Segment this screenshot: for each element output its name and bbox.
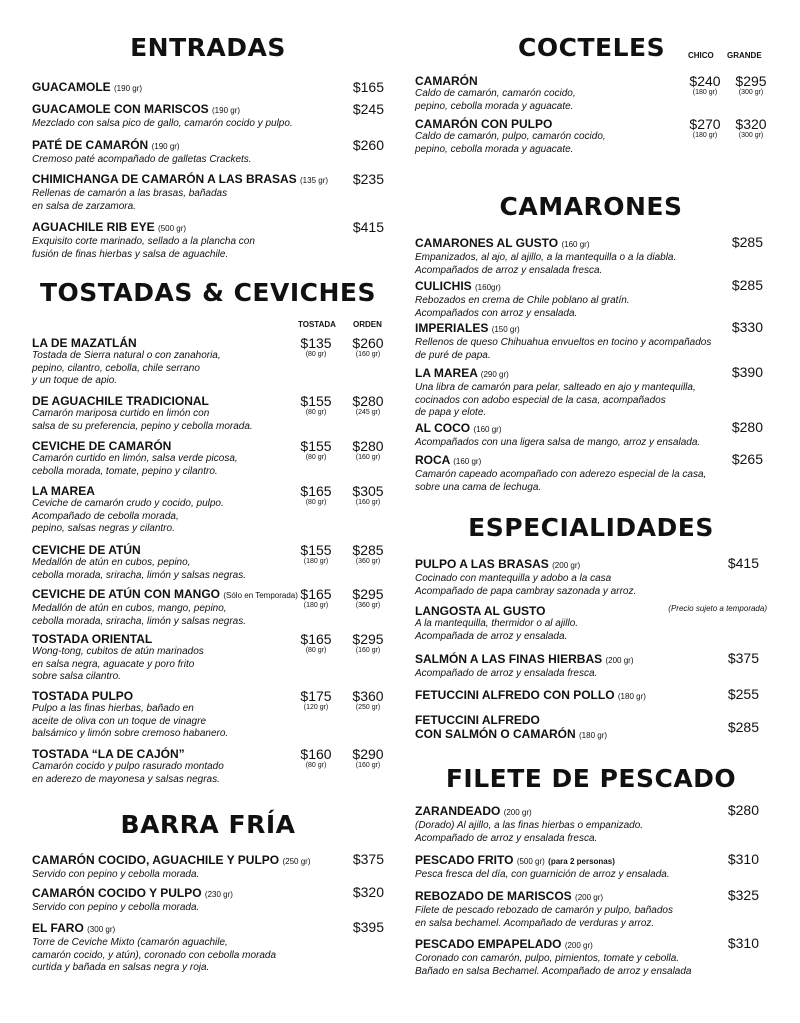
item-description: sobre salsa cilantro. — [32, 671, 121, 682]
item-description: Caldo de camarón, camarón cocido, — [415, 88, 576, 99]
price-weight: (80 gr) — [305, 647, 327, 654]
price-weight: (160 gr) — [355, 647, 381, 654]
item-name-text: SALMÓN A LAS FINAS HIERBAS — [415, 652, 603, 666]
menu-item — [415, 74, 767, 113]
price-weight: (360 gr) — [355, 558, 381, 565]
price-large — [729, 74, 773, 97]
item-weight: (230 gr) — [204, 890, 233, 899]
price-value: $295 — [352, 631, 384, 647]
item-description: sobre una cama de lechuga. — [415, 481, 542, 493]
item-name-text: CULICHIS — [415, 279, 472, 293]
item-weight: (160 gr) — [473, 425, 502, 434]
price-weight: (80 gr) — [305, 409, 327, 416]
price-value: $305 — [352, 483, 384, 499]
item-name-text: CEVICHE DE ATÚN CON MANGO — [32, 587, 221, 601]
price-weight: (160 gr) — [355, 499, 381, 506]
item-price: $330 — [731, 319, 763, 335]
item-price: $390 — [731, 364, 763, 380]
price-large — [346, 394, 390, 417]
item-description: (Dorado) Al ajillo, a las finas hierbas o empanizado. — [415, 820, 644, 831]
price-small — [294, 543, 338, 566]
price-weight: (80 gr) — [305, 454, 327, 461]
section-title-barra-fria: BARRA FRÍA — [120, 810, 296, 839]
item-price: $260 — [352, 137, 384, 153]
item-description: Empanizados, al ajo, al ajillo, a la mantequilla o a la diabla. — [415, 252, 677, 263]
item-description: Medallón de atún en cubos, pepino, — [32, 557, 191, 568]
price-small — [294, 632, 338, 655]
item-name-text: CON SALMÓN O CAMARÓN — [415, 727, 576, 741]
menu-item — [32, 336, 384, 388]
price-value: $155 — [300, 438, 332, 454]
item-name-text: TOSTADA ORIENTAL — [32, 632, 153, 646]
price-value: $320 — [735, 116, 767, 132]
item-name — [415, 557, 767, 573]
price-value: $135 — [300, 335, 332, 351]
item-description: cebolla morada, sriracha, limón y salsas negras. — [32, 615, 246, 627]
menu-item — [415, 279, 767, 320]
section-title-tostadas: TOSTADAS & CEVICHES — [39, 278, 376, 307]
item-description: Una libra de camarón para pelar, salteado en ajo y mantequilla, — [415, 382, 696, 393]
item-description: Acompañados con una ligera salsa de mango, arroz y ensalada. — [415, 437, 701, 448]
item-price: $395 — [352, 919, 384, 935]
price-weight: (160 gr) — [355, 351, 381, 358]
menu-item: CHIMICHANGA DE CAMARÓN A LAS BRASAS (135 gr) Rellenas de camarón a las brasas, bañadas en salsa de zarzamora. $235 — [32, 171, 384, 212]
price-small — [294, 439, 338, 462]
price-small — [294, 336, 338, 359]
item-weight: (200 gr) — [564, 941, 593, 950]
item-description: Acompañados de arroz y ensalada fresca. — [415, 264, 603, 276]
item-name — [415, 421, 767, 437]
menu-item — [32, 632, 384, 684]
price-large — [729, 117, 773, 140]
item-weight: (200 gr) — [575, 893, 604, 902]
item-name-text: REBOZADO DE MARISCOS — [415, 889, 572, 903]
item-name — [415, 937, 767, 953]
price-small — [294, 587, 338, 610]
price-value: $155 — [300, 542, 332, 558]
item-name-text: ZARANDEADO — [415, 804, 501, 818]
item-description: Camarón capeado acompañado con aderezo especial de la casa, — [415, 469, 707, 480]
item-description: Camarón mariposa curtido en limón con — [32, 408, 210, 419]
item-price: $265 — [731, 451, 763, 467]
price-weight: (80 gr) — [305, 351, 327, 358]
menu-item — [415, 236, 767, 277]
price-value: $165 — [300, 483, 332, 499]
item-name-text: TOSTADA “LA DE CAJÓN” — [32, 747, 185, 761]
item-description: pepino, cilantro, cebolla, chile serrano — [32, 362, 200, 374]
menu-item — [415, 804, 767, 845]
price-weight: (360 gr) — [355, 602, 381, 609]
item-description: Pesca fresca del día, con guarnición de arroz y ensalada. — [415, 869, 670, 880]
item-description: Coronado con camarón, pulpo, pimientos, tomate y cebolla. — [415, 953, 680, 964]
item-name — [415, 727, 767, 743]
menu-item — [415, 652, 767, 681]
column-header-chico: CHICO — [688, 51, 714, 60]
item-description: en salsa negra, aguacate y poro frito — [32, 658, 195, 670]
price-value: $260 — [352, 335, 384, 351]
item-name-text: FETUCCINI ALFREDO — [415, 713, 540, 727]
item-description: Acompañada de arroz y ensalada. — [415, 630, 568, 642]
price-small — [683, 117, 727, 140]
item-name — [415, 366, 767, 382]
price-large — [346, 336, 390, 359]
menu-item — [32, 853, 384, 882]
item-description: A la mantequilla, thermidor o al ajillo. — [415, 618, 579, 629]
item-name — [415, 713, 767, 727]
item-description: Acompañados con arroz y ensalada. — [415, 307, 578, 319]
price-value: $295 — [352, 586, 384, 602]
item-price: $415 — [352, 219, 384, 235]
menu-item — [415, 604, 767, 643]
item-price: $310 — [727, 851, 759, 867]
item-price: $285 — [731, 277, 763, 293]
menu-item — [415, 421, 767, 450]
item-description: aceite de oliva con un toque de vinagre — [32, 715, 207, 727]
item-description: Bañado en salsa Bechamel. Acompañado de arroz y ensalada — [415, 965, 692, 977]
price-weight: (180 gr) — [303, 602, 329, 609]
item-weight: (290 gr) — [480, 370, 509, 379]
item-price: $245 — [352, 101, 384, 117]
item-name — [415, 889, 767, 905]
price-weight: (80 gr) — [305, 762, 327, 769]
menu-item — [415, 117, 767, 156]
section-title-entradas: ENTRADAS — [130, 33, 286, 62]
price-value: $280 — [352, 438, 384, 454]
item-name-text: TOSTADA PULPO — [32, 689, 134, 703]
section-title-cocteles: COCTELES — [518, 33, 666, 62]
price-large — [346, 747, 390, 770]
item-description: balsámico y limón sobre cremoso habanero. — [32, 728, 229, 739]
price-small — [294, 747, 338, 770]
item-name-text: DE AGUACHILE TRADICIONAL — [32, 394, 209, 408]
item-name — [415, 236, 767, 252]
menu-item — [32, 394, 384, 433]
price-weight: (160 gr) — [355, 762, 381, 769]
item-weight: (300 gr) — [87, 925, 116, 934]
item-name — [415, 652, 767, 668]
item-weight: (200 gr) — [605, 656, 634, 665]
menu-item — [415, 453, 767, 494]
price-weight: (80 gr) — [305, 499, 327, 506]
menu-item — [32, 484, 384, 536]
menu-item — [415, 713, 767, 743]
item-description: camarón cocido, y atún), coronado con cebolla morada — [32, 949, 277, 961]
menu-item — [415, 557, 767, 598]
price-small — [683, 74, 727, 97]
price-weight: (180 gr) — [303, 558, 329, 565]
section-title-filete-de-pescado: FILETE DE PESCADO — [445, 764, 737, 793]
price-small — [294, 484, 338, 507]
item-note: (para 2 personas) — [548, 857, 615, 866]
item-description: Tostada de Sierra natural o con zanahoria, — [32, 350, 221, 361]
price-weight: (120 gr) — [303, 704, 329, 711]
item-price: $285 — [731, 234, 763, 250]
price-weight: (300 gr) — [738, 132, 764, 139]
column-header-orden: ORDEN — [353, 320, 382, 329]
item-description: pepino, cebolla morada y aguacate. — [415, 100, 574, 112]
item-description: Servido con pepino y cebolla morada. — [32, 869, 200, 880]
item-name — [32, 921, 384, 937]
item-description: cebolla morada, tomate, pepino y cilantro. — [32, 465, 218, 477]
item-weight: (250 gr) — [282, 857, 311, 866]
price-large — [346, 689, 390, 712]
item-description: en salsa bechamel. Acompañado de verduras y arroz. — [415, 917, 655, 929]
item-weight: (500 gr) — [516, 857, 545, 866]
item-name-text: LA DE MAZATLÁN — [32, 336, 137, 350]
section-title-camarones: CAMARONES — [499, 192, 683, 221]
menu-item — [415, 688, 767, 704]
item-description: Wong-tong, cubitos de atún marinados — [32, 646, 204, 657]
item-price: $235 — [352, 171, 384, 187]
item-description: Torre de Ceviche Mixto (camarón aguachile, — [32, 937, 228, 948]
item-description: de papa y elote. — [415, 407, 487, 418]
menu-item — [415, 366, 767, 420]
price-weight: (250 gr) — [355, 704, 381, 711]
price-value: $295 — [735, 73, 767, 89]
item-name-text: AL COCO — [415, 421, 471, 435]
item-name — [415, 279, 767, 295]
price-value: $240 — [689, 73, 721, 89]
item-description: Camarón cocido y pulpo rasurado montado — [32, 761, 224, 772]
price-value: $360 — [352, 688, 384, 704]
item-name-text: CAMARÓN COCIDO Y PULPO — [32, 886, 202, 900]
price-large — [346, 632, 390, 655]
item-price: $255 — [727, 686, 759, 702]
item-description: Acompañado de arroz y ensalada fresca. — [415, 832, 598, 844]
menu-item: GUACAMOLE (190 gr) $165 — [32, 79, 384, 95]
item-description: Pulpo a las finas hierbas, bañado en — [32, 703, 194, 714]
item-price: $280 — [727, 802, 759, 818]
price-value: $165 — [300, 586, 332, 602]
item-weight: (150 gr) — [491, 325, 520, 334]
menu-item: PATÉ DE CAMARÓN (190 gr) Cremoso paté acompañado de galletas Crackets. $260 — [32, 137, 384, 165]
section-title-especialidades: ESPECIALIDADES — [468, 513, 714, 542]
item-price: $320 — [352, 884, 384, 900]
item-name-text: CAMARÓN COCIDO, AGUACHILE Y PULPO — [32, 853, 280, 867]
item-weight: (180 gr) — [617, 692, 646, 701]
price-value: $165 — [300, 631, 332, 647]
item-name — [415, 321, 767, 337]
item-description: Medallón de atún en cubos, mango, pepino, — [32, 603, 227, 614]
menu-item — [32, 747, 384, 786]
item-description: Acompañado de arroz y ensalada fresca. — [415, 668, 598, 679]
price-large — [346, 587, 390, 610]
column-header-tostada: TOSTADA — [298, 320, 336, 329]
item-description: Caldo de camarón, pulpo, camarón cocido, — [415, 131, 606, 142]
price-value: $285 — [352, 542, 384, 558]
item-description: Filete de pescado rebozado de camarón y pulpo, bañados — [415, 905, 673, 916]
item-description: en aderezo de mayonesa y salsas negras. — [32, 773, 220, 785]
menu-item — [415, 937, 767, 978]
item-description: Rebozados en crema de Chile poblano al gratín. — [415, 295, 630, 306]
item-name-text: FETUCCINI ALFREDO CON POLLO — [415, 688, 615, 702]
item-description: de puré de papa. — [415, 349, 491, 361]
item-note: (Sólo en Temporada) — [223, 591, 298, 600]
column-header-grande: GRANDE — [727, 51, 762, 60]
item-description: Cocinado con mantequilla y adobo a la casa — [415, 573, 612, 584]
price-small — [294, 689, 338, 712]
menu-item — [32, 886, 384, 915]
price-large — [346, 543, 390, 566]
item-name-text: IMPERIALES — [415, 321, 489, 335]
item-name-text: PESCADO FRITO — [415, 853, 514, 867]
item-description: pepino, salsas negras y cilantro. — [32, 523, 175, 534]
price-weight: (180 gr) — [692, 132, 718, 139]
item-name-text: CAMARÓN CON PULPO — [415, 117, 553, 131]
price-note: (Precio sujeto a temporada) — [668, 604, 767, 613]
item-name-text: EL FARO — [32, 921, 84, 935]
item-name-text: ROCA — [415, 453, 450, 467]
item-weight: (200 gr) — [552, 561, 581, 570]
menu-item — [32, 439, 384, 478]
price-value: $290 — [352, 746, 384, 762]
price-large — [346, 439, 390, 462]
item-description: curtida y bañada en salsas negra y roja. — [32, 962, 210, 973]
item-price: $280 — [731, 419, 763, 435]
item-price: $375 — [352, 851, 384, 867]
item-description: Rellenos de queso Chihuahua envueltos en tocino y acompañados — [415, 337, 712, 348]
item-description: salsa de su preferencia, pepino y cebolla morada. — [32, 420, 253, 432]
item-name-text: PESCADO EMPAPELADO — [415, 937, 562, 951]
price-small — [294, 394, 338, 417]
item-weight: (160 gr) — [453, 457, 482, 466]
menu-item — [32, 689, 384, 741]
item-description: y un toque de apio. — [32, 375, 118, 386]
item-price: $325 — [727, 887, 759, 903]
item-description: Acompañado de cebolla morada, — [32, 510, 179, 522]
item-price: $375 — [727, 650, 759, 666]
price-weight: (300 gr) — [738, 89, 764, 96]
price-value: $270 — [689, 116, 721, 132]
item-description: Servido con pepino y cebolla morada. — [32, 902, 200, 913]
item-price: $285 — [727, 719, 759, 735]
item-description: cebolla morada, sriracha, limón y salsas negras. — [32, 569, 246, 581]
price-large — [346, 484, 390, 507]
item-name — [415, 453, 767, 469]
item-price: $310 — [727, 935, 759, 951]
item-description: cocinados con adobo especial de la casa, acompañados — [415, 394, 666, 406]
item-description: pepino, cebolla morada y aguacate. — [415, 143, 574, 155]
item-name — [415, 688, 767, 704]
menu-item — [32, 543, 384, 582]
item-name-text: CEVICHE DE ATÚN — [32, 543, 141, 557]
item-weight: (160 gr) — [561, 240, 590, 249]
menu-item — [415, 889, 767, 930]
item-price: $165 — [352, 79, 384, 95]
item-price: $415 — [727, 555, 759, 571]
menu-item — [32, 587, 384, 628]
item-name-text: LANGOSTA AL GUSTO — [415, 604, 546, 618]
price-weight: (160 gr) — [355, 454, 381, 461]
item-description: Camarón curtido en limón, salsa verde picosa, — [32, 453, 238, 464]
menu-item: GUACAMOLE CON MARISCOS (190 gr) Mezclado con salsa pico de gallo, camarón cocido y pulpo. $245 — [32, 101, 384, 129]
item-name-text: LA MAREA — [415, 366, 478, 380]
item-name-text: PULPO A LAS BRASAS — [415, 557, 549, 571]
item-name-text: CAMARÓN — [415, 74, 478, 88]
price-value: $155 — [300, 393, 332, 409]
price-weight: (245 gr) — [355, 409, 381, 416]
item-name-text: CEVICHE DE CAMARÓN — [32, 439, 172, 453]
item-name — [415, 853, 767, 869]
item-description: Acompañado de papa cambray sazonada y arroz. — [415, 585, 637, 597]
price-weight: (180 gr) — [692, 89, 718, 96]
price-value: $280 — [352, 393, 384, 409]
menu-item — [32, 921, 384, 975]
item-name — [32, 853, 384, 869]
menu-item: AGUACHILE RIB EYE (500 gr) Exquisito corte marinado, sellado a la plancha con fusión de finas hierbas y salsa de aguachile. $415 — [32, 219, 384, 260]
item-description: Ceviche de camarón crudo y cocido, pulpo. — [32, 498, 224, 509]
item-weight: (200 gr) — [503, 808, 532, 817]
menu-item — [415, 321, 767, 362]
price-value: $160 — [300, 746, 332, 762]
item-name-text: CAMARONES AL GUSTO — [415, 236, 559, 250]
item-weight: (160gr) — [475, 283, 501, 292]
item-weight: (180 gr) — [579, 731, 608, 740]
menu-item — [415, 853, 767, 882]
item-name — [415, 804, 767, 820]
item-name — [32, 886, 384, 902]
item-name-text: LA MAREA — [32, 484, 95, 498]
price-value: $175 — [300, 688, 332, 704]
